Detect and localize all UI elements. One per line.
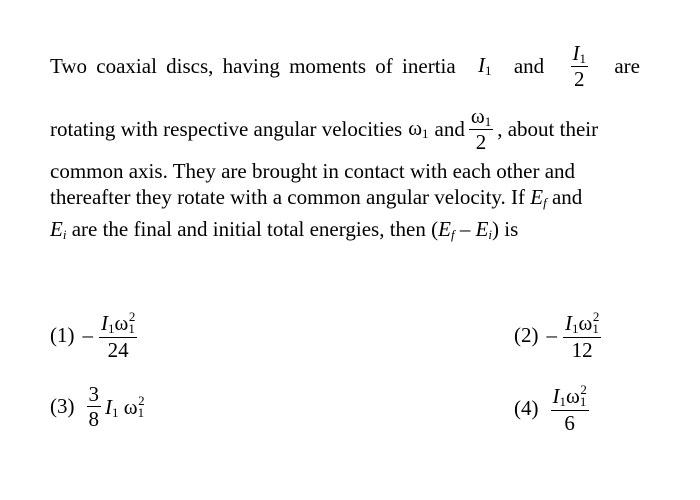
option-4-label: (4) xyxy=(514,395,539,420)
option-3-expression: I1 $\omega 1^2$ xyxy=(105,392,145,420)
question-line-2 xyxy=(50,100,640,158)
option-3-label: (3) xyxy=(50,394,75,419)
omega1: $\omega_1$ xyxy=(408,116,429,141)
option-1-label: (1) xyxy=(50,322,75,347)
option-1-numerator: $I1\omega 1^2$ xyxy=(101,309,136,336)
option-2-label: (2) xyxy=(514,322,539,347)
inertia-I1: $I_1$ xyxy=(478,53,492,78)
option-4-numerator: $I1\omega 1^2$ xyxy=(552,382,587,409)
option-2-denominator: 12 xyxy=(571,337,593,362)
option-2-numerator: $I1\omega 1^2$ xyxy=(565,309,600,336)
option-3-coefficient: $\frac{3}{8}$ xyxy=(88,382,99,432)
question-line-1 xyxy=(50,38,640,94)
question-line-4: thereafter they rotate with a common angular velocity. If $E_f$ and xyxy=(50,185,583,210)
option-4[interactable] xyxy=(514,383,593,434)
option-2[interactable] xyxy=(514,310,605,361)
and-word-2: and xyxy=(434,116,465,141)
option-1-fraction xyxy=(99,310,137,361)
are-word: are xyxy=(614,53,640,78)
question-paragraph xyxy=(50,158,640,248)
fraction-omega1-over-2: $\frac{\omega_1}{2}$ xyxy=(470,103,492,155)
option-2-sign: – xyxy=(546,322,557,347)
question-text-2: rotating with respective angular velocities xyxy=(50,116,403,141)
question-text-1: Two coaxial discs, having moments of inertia xyxy=(50,53,456,78)
question-line-5: $E_i$ are the final and initial total energies, then $(E_f - E_i)$ is xyxy=(50,217,519,242)
fraction-I1-over-2: $\frac{I_1}{2}$ xyxy=(572,40,587,92)
and-word-1: and xyxy=(513,53,545,78)
question-line-3: common axis. They are brought in contact with each other and xyxy=(50,159,576,183)
option-1-sign: – xyxy=(82,322,93,347)
option-1[interactable] xyxy=(50,310,141,361)
option-4-denominator: 6 xyxy=(564,410,575,435)
option-3[interactable] xyxy=(50,383,145,430)
question-text-2-end: , about their xyxy=(497,116,599,141)
option-2-fraction xyxy=(563,310,601,361)
option-1-denominator: 24 xyxy=(107,337,129,362)
option-4-fraction xyxy=(551,383,589,434)
